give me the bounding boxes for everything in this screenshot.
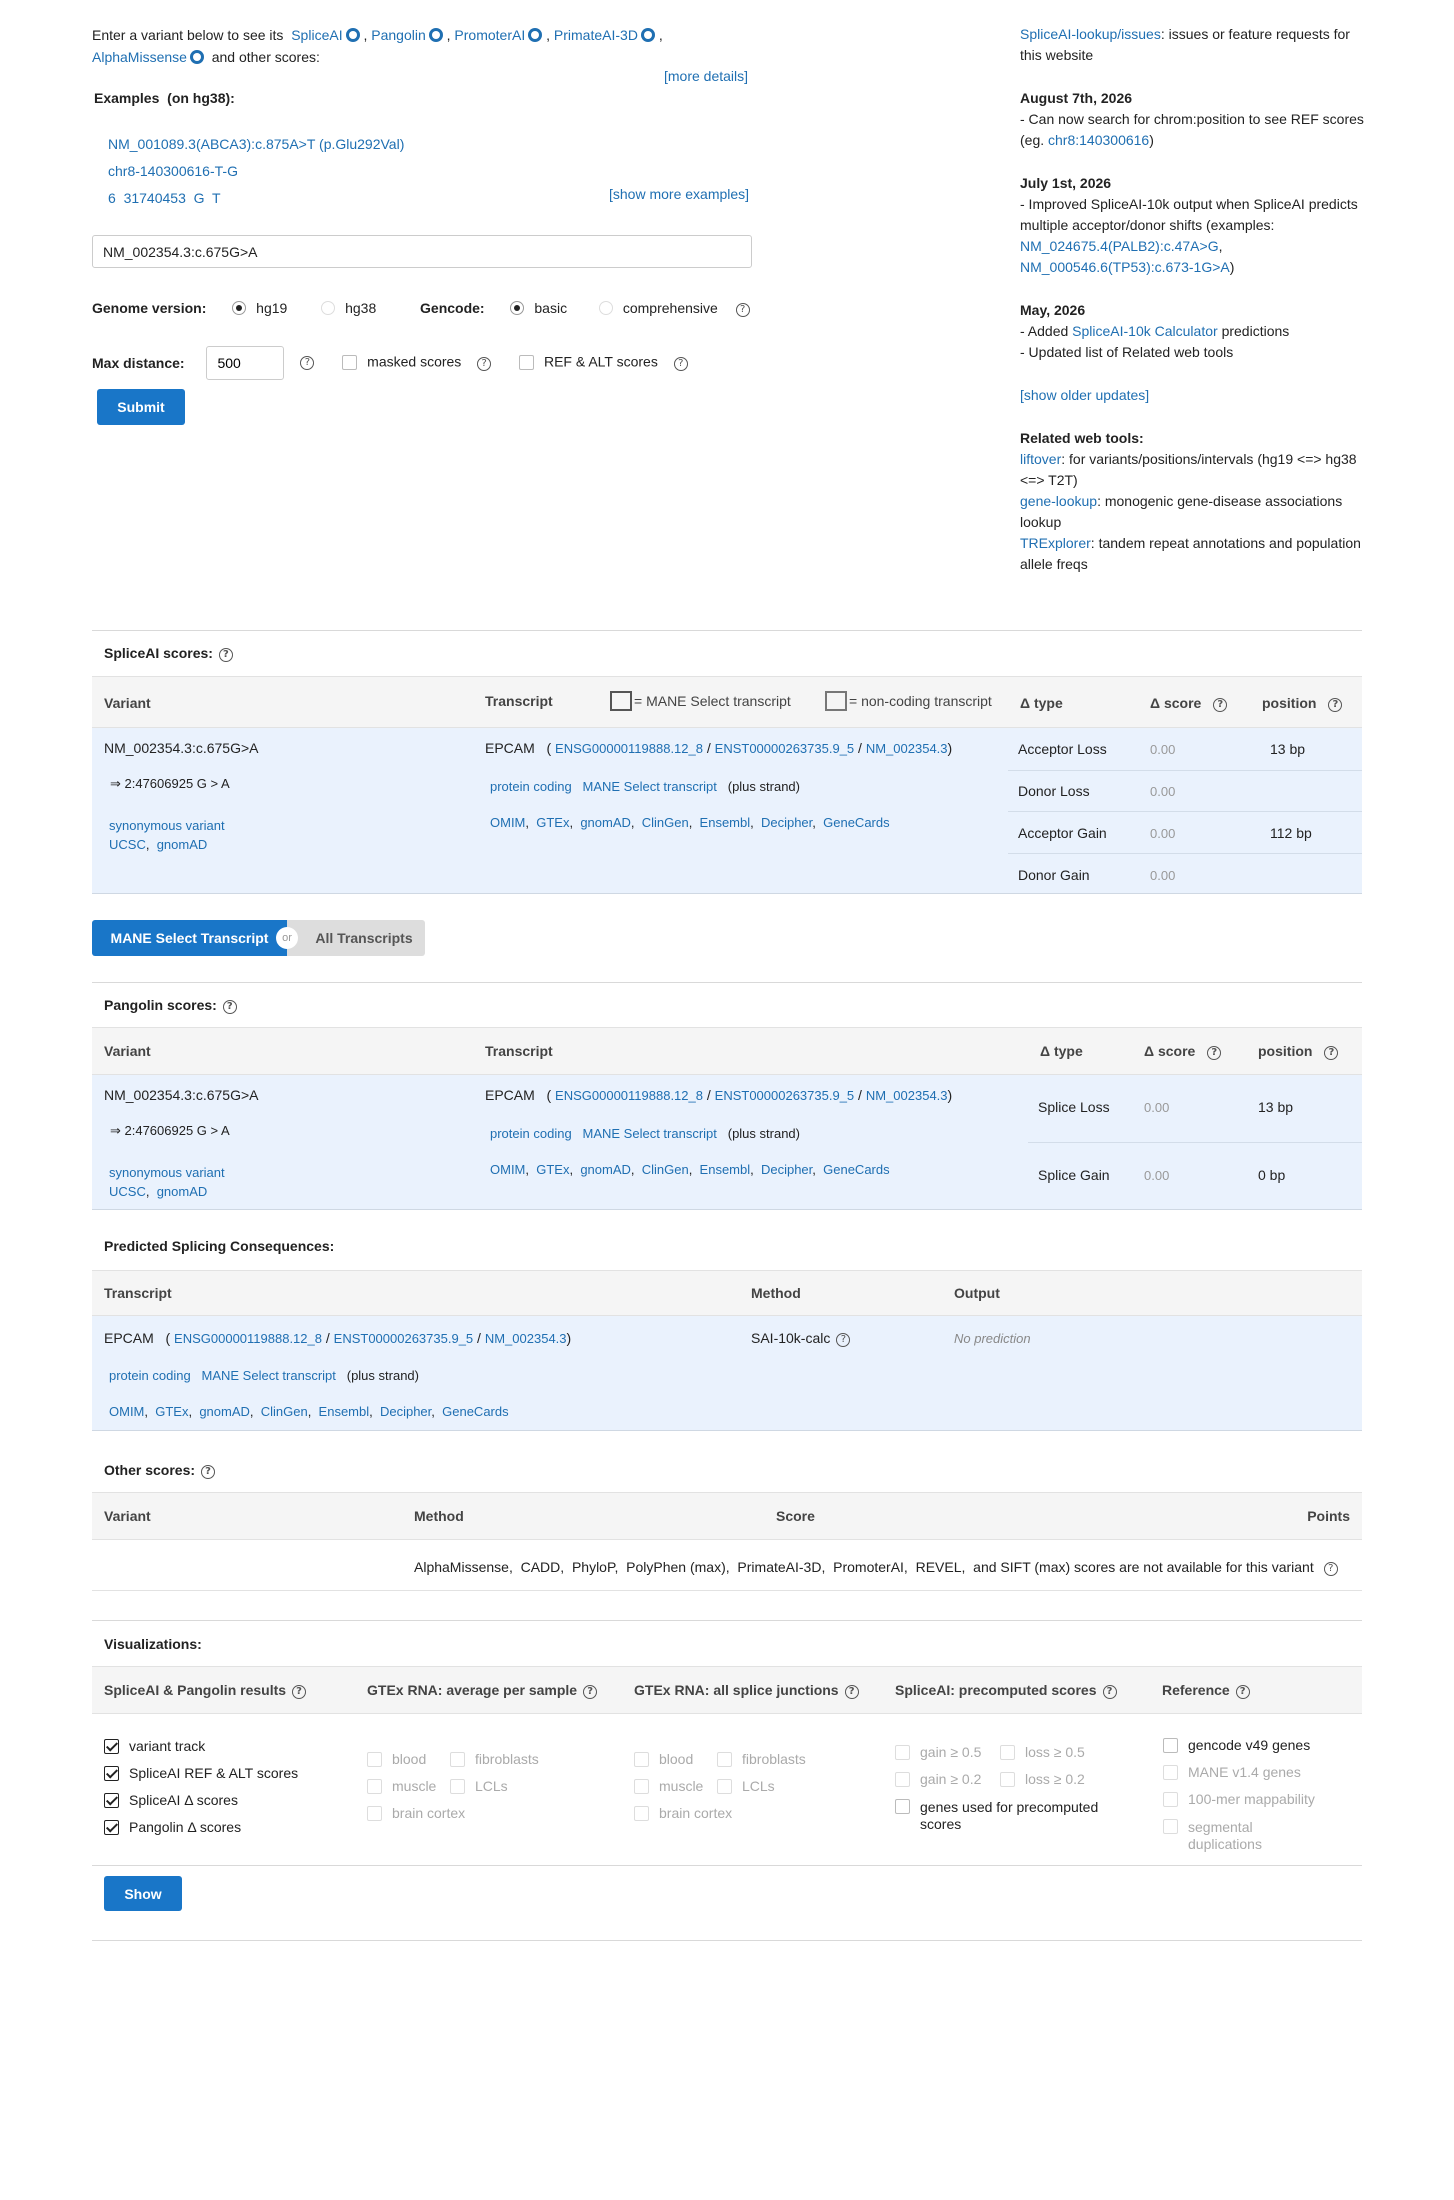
ucsc-link[interactable]: UCSC [109,1184,146,1199]
help-icon[interactable]: ? [836,1333,850,1347]
ensg-link[interactable]: ENSG00000119888.12_8 [555,1088,703,1103]
github-icon[interactable] [190,50,204,64]
examples-title: Examples (on hg38): [94,90,235,106]
biotype-tag[interactable]: protein coding [109,1368,191,1383]
other-scores-note: AlphaMissense, CADD, PhyloP, PolyPhen (max), PrimateAI-3D, PromoterAI, REVEL, and SIFT (max) scores are not available for this variant ? [414,1559,1338,1576]
col-gtex-avg: GTEx RNA: average per sample ? [367,1682,597,1699]
help-icon[interactable]: ? [1328,698,1342,712]
col-precomputed: SpliceAI: precomputed scores ? [895,1682,1117,1699]
score-row: Splice Gain 0.00 0 bp [1028,1142,1362,1210]
github-icon[interactable] [528,28,542,42]
col-delta-score: Δ score ? [1150,695,1227,712]
consequence-link[interactable]: synonymous variant [109,818,225,833]
genecards-link[interactable]: GeneCards [823,815,890,830]
clingen-link[interactable]: ClinGen [260,1404,308,1419]
show-more-examples-link[interactable]: [show more examples] [609,186,750,202]
other-scores-title: Other scores: ? [104,1462,215,1479]
nm-link[interactable]: NM_002354.3 [865,741,948,756]
brain-cortex-checkbox[interactable] [634,1806,649,1821]
help-icon[interactable]: ? [300,356,314,370]
gencode-genes-checkbox[interactable] [1163,1738,1178,1753]
pangolin-table-body [92,1075,1362,1210]
pangolin-delta-checkbox[interactable] [104,1820,119,1835]
example-link[interactable]: chr8-140300616-T-G [108,163,238,179]
hg38-radio[interactable] [321,301,335,315]
col-delta-score: Δ score ? [1144,1043,1221,1060]
gnomad-link[interactable]: gnomAD [580,815,631,830]
variant-name: NM_002354.3:c.675G>A [104,740,259,756]
spliceai-refalt-checkbox[interactable] [104,1766,119,1781]
muscle-checkbox[interactable] [367,1779,382,1794]
fibroblasts-checkbox[interactable] [717,1752,732,1767]
decipher-link[interactable]: Decipher [760,815,813,830]
lcls-checkbox[interactable] [717,1779,732,1794]
update-item: May, 2026 - Added SpliceAI-10k Calculator predictions - Updated list of Related web tools [1020,302,1290,360]
lcls-checkbox[interactable] [450,1779,465,1794]
gene-name: EPCAM [485,740,535,756]
gnomad-link[interactable]: gnomAD [199,1404,250,1419]
ensembl-link[interactable]: Ensembl [699,1162,751,1177]
brain-cortex-checkbox[interactable] [367,1806,382,1821]
gnomad-link[interactable]: gnomAD [156,837,208,852]
transcript-toggle [92,920,425,956]
score-row: Acceptor Loss 0.00 13 bp [1018,741,1306,757]
genecards-link[interactable]: GeneCards [442,1404,509,1419]
spliceai-delta-checkbox[interactable] [104,1793,119,1808]
gain-02-checkbox[interactable] [895,1772,910,1787]
show-button[interactable]: Show [104,1876,182,1911]
clingen-link[interactable]: ClinGen [641,815,689,830]
mane-tag[interactable]: MANE Select transcript [201,1368,336,1383]
divider [92,630,1362,631]
gtex-link[interactable]: GTEx [536,815,570,830]
update-link[interactable]: chr8:140300616 [1048,132,1150,148]
nm-link[interactable]: NM_002354.3 [484,1331,567,1346]
maxdist-options: Max distance: 500 ? masked scores ? REF & ALT scores ? [92,346,688,380]
score-row: Donor Gain 0.00 [1008,853,1362,894]
mane-box-icon [610,691,632,711]
examples-list [108,131,404,212]
col-method: Method [751,1285,801,1301]
transcript-tags: protein coding MANE Select transcript (plus strand) [490,779,800,794]
reference-options: gencode v49 genes MANE v1.4 genes 100-mer mappability segmental duplications [1163,1732,1363,1853]
biotype-tag[interactable]: protein coding [490,1126,572,1141]
gtex-link[interactable]: GTEx [155,1404,189,1419]
ensg-link[interactable]: ENSG00000119888.12_8 [555,741,703,756]
help-icon[interactable]: ? [583,1685,597,1699]
col-reference: Reference ? [1162,1682,1250,1699]
muscle-checkbox[interactable] [634,1779,649,1794]
issues-link[interactable]: SpliceAI-lookup/issues [1020,26,1161,42]
help-icon[interactable]: ? [1213,698,1227,712]
col-variant: Variant [104,1508,151,1524]
other-table-body [92,1540,1362,1591]
loss-02-checkbox[interactable] [1000,1772,1015,1787]
fibroblasts-checkbox[interactable] [450,1752,465,1767]
spliceai-table-body [92,728,1362,894]
genecards-link[interactable]: GeneCards [823,1162,890,1177]
gene-name: EPCAM [485,1087,535,1103]
variant-links: synonymous variant UCSC, gnomAD [109,818,225,852]
alphamissense-link[interactable]: AlphaMissense [92,49,187,65]
gain-05-checkbox[interactable] [895,1745,910,1760]
mane-tag[interactable]: MANE Select transcript [582,1126,717,1141]
db-links: OMIM, GTEx, gnomAD, ClinGen, Ensembl, Decipher, GeneCards [490,1162,890,1177]
ref-alt-scores-checkbox[interactable] [519,355,534,370]
omim-link[interactable]: OMIM [490,1162,526,1177]
help-icon[interactable]: ? [845,1685,859,1699]
blood-checkbox[interactable] [634,1752,649,1767]
toggle-or: or [276,927,298,949]
github-icon[interactable] [641,28,655,42]
gtex-junction-options: blood fibroblasts muscle LCLs brain cortex [634,1746,834,1827]
col-variant: Variant [104,695,151,711]
transcript-line: EPCAM ( ENSG00000119888.12_8 / ENST00000263735.9_5 / NM_002354.3) [485,1087,953,1103]
example-link[interactable]: 6 31740453 G T [108,190,221,206]
promoterai-link[interactable]: PromoterAI [454,27,526,43]
col-transcript: Transcript [104,1285,172,1301]
masked-scores-checkbox[interactable] [342,355,357,370]
col-position: position ? [1262,695,1342,712]
pangolin-link[interactable]: Pangolin [371,27,426,43]
example-link[interactable]: NM_001089.3(ABCA3):c.875A>T (p.Glu292Val) [108,136,405,152]
divider [92,1940,1362,1941]
loss-05-checkbox[interactable] [1000,1745,1015,1760]
consequence-link[interactable]: synonymous variant [109,1165,225,1180]
variant-coord: ⇒ 2:47606925 G > A [110,776,230,791]
omim-link[interactable]: OMIM [109,1404,145,1419]
col-output: Output [954,1285,1000,1301]
genome-options: Genome version: hg19 hg38 Gencode: basic comprehensive ? [92,300,750,317]
mane-genes-checkbox[interactable] [1163,1765,1178,1780]
enst-link[interactable]: ENST00000263735.9_5 [714,741,855,756]
variant-track-checkbox[interactable] [104,1739,119,1754]
liftover-link[interactable]: liftover [1020,451,1062,467]
variant-name: NM_002354.3:c.675G>A [104,1087,259,1103]
pangolin-scores-title: Pangolin scores: ? [104,997,237,1014]
score-row: Splice Loss 0.00 13 bp [1038,1099,1294,1115]
max-distance-input[interactable] [206,346,284,380]
update-item: August 7th, 2026 - Can now search for chrom:position to see REF scores (eg. chr8:140300616) [1020,90,1364,148]
ensembl-link[interactable]: Ensembl [318,1404,370,1419]
related-tools: Related web tools: liftover: for variants/positions/intervals (hg19 <=> hg38 <=> T2T) gene-lookup: monogenic gene-disease associations lookup TRExplorer: tandem repeat annotations and population allele freqs [1020,430,1361,572]
update-item: July 1st, 2026 - Improved SpliceAI-10k output when SpliceAI predicts multiple acceptor/donor shifts (examples: NM_024675.4(PALB2):c.47A>G, NM_000546.6(TP53):c.673-1G>A) [1020,175,1358,275]
col-results: SpliceAI & Pangolin results ? [104,1682,306,1699]
viz-results-options: variant track SpliceAI REF & ALT scores SpliceAI Δ scores Pangolin Δ scores [104,1733,298,1841]
score-row: Donor Loss 0.00 [1008,770,1362,811]
enst-link[interactable]: ENST00000263735.9_5 [333,1331,474,1346]
all-transcripts-toggle[interactable]: All Transcripts [287,920,425,956]
gencode-basic-radio[interactable] [510,301,524,315]
noncoding-box-icon [825,691,847,711]
primateai-link[interactable]: PrimateAI-3D [553,27,638,43]
score-row: Acceptor Gain 0.00 112 bp [1008,811,1362,853]
variant-search-input[interactable] [92,235,752,268]
psc-title: Predicted Splicing Consequences: [104,1238,335,1254]
col-delta-type: Δ type [1020,695,1063,711]
gnomad-link[interactable]: gnomAD [156,1184,208,1199]
help-icon[interactable]: ? [736,303,750,317]
col-transcript: Transcript [485,1043,553,1059]
gene-lookup-link[interactable]: gene-lookup [1020,493,1098,509]
help-icon[interactable]: ? [219,648,233,662]
help-icon[interactable]: ? [1236,1685,1250,1699]
issues: SpliceAI-lookup/issues: issues or feature requests for this website [1020,26,1350,63]
help-icon[interactable]: ? [477,357,491,371]
divider [92,1620,1362,1621]
ensembl-link[interactable]: Ensembl [699,815,751,830]
spliceai-scores-title: SpliceAI scores: ? [104,645,233,662]
transcript-line: EPCAM ( ENSG00000119888.12_8 / ENST00000263735.9_5 / NM_002354.3) [485,740,953,756]
col-position: position ? [1258,1043,1338,1060]
segdup-checkbox[interactable] [1163,1819,1178,1834]
ensg-link[interactable]: ENSG00000119888.12_8 [174,1331,322,1346]
method-cell: SAI-10k-calc ? [751,1330,850,1347]
help-icon[interactable]: ? [201,1465,215,1479]
clingen-link[interactable]: ClinGen [641,1162,689,1177]
psc-table-header [92,1270,1362,1316]
gencode-comprehensive-radio[interactable] [599,301,613,315]
github-icon[interactable] [346,28,360,42]
right-panel [1020,24,1370,575]
biotype-tag[interactable]: protein coding [490,779,572,794]
enst-link[interactable]: ENST00000263735.9_5 [714,1088,855,1103]
trexplorer-link[interactable]: TRExplorer [1020,535,1091,551]
blood-checkbox[interactable] [367,1752,382,1767]
mane-select-toggle[interactable]: MANE Select Transcript [92,920,287,956]
precomputed-options: gain ≥ 0.5 loss ≥ 0.5 gain ≥ 0.2 loss ≥ 0.2 genes used for precomputed scores [895,1739,1125,1833]
transcript-tags: protein coding MANE Select transcript (plus strand) [490,1126,800,1141]
transcript-line: EPCAM ( ENSG00000119888.12_8 / ENST00000263735.9_5 / NM_002354.3) [104,1330,572,1346]
visualizations-title: Visualizations: [104,1636,202,1652]
other-table-header [92,1492,1362,1540]
update-link[interactable]: NM_024675.4(PALB2):c.47A>G [1020,238,1219,254]
noncoding-legend: = non-coding transcript [825,691,992,711]
hg19-radio[interactable] [232,301,246,315]
col-gtex-junctions: GTEx RNA: all splice junctions ? [634,1682,859,1699]
gnomad-link[interactable]: gnomAD [580,1162,631,1177]
show-older-updates-link[interactable]: [show older updates] [1020,387,1150,403]
variant-coord: ⇒ 2:47606925 G > A [110,1123,230,1138]
viz-header [92,1666,1362,1714]
col-points: Points [1307,1508,1350,1524]
pangolin-table-header [92,1027,1362,1075]
col-transcript: Transcript [485,693,553,709]
output-cell: No prediction [954,1331,1031,1346]
github-icon[interactable] [429,28,443,42]
update-link[interactable]: SpliceAI-10k Calculator [1072,323,1218,339]
col-delta-type: Δ type [1040,1043,1083,1059]
psc-table-body [92,1316,1362,1431]
col-score: Score [776,1508,815,1524]
help-icon[interactable]: ? [223,1000,237,1014]
mane-tag[interactable]: MANE Select transcript [582,779,717,794]
mane-legend: = MANE Select transcript [610,691,791,711]
nm-link[interactable]: NM_002354.3 [865,1088,948,1103]
help-icon[interactable]: ? [1324,1046,1338,1060]
spliceai-table-header [92,676,1362,728]
intro: Enter a variant below to see its SpliceAI , Pangolin , PromoterAI , PrimateAI-3D , AlphaMissense and other scores: [92,27,663,65]
update-link[interactable]: NM_000546.6(TP53):c.673-1G>A [1020,259,1230,275]
omim-link[interactable]: OMIM [490,815,526,830]
divider [92,982,1362,983]
help-icon[interactable]: ? [1324,1562,1338,1576]
ucsc-link[interactable]: UCSC [109,837,146,852]
col-method: Method [414,1508,464,1524]
more-details-link[interactable]: [more details] [664,68,749,84]
decipher-link[interactable]: Decipher [379,1404,432,1419]
spliceai-link[interactable]: SpliceAI [291,27,343,43]
help-icon[interactable]: ? [1207,1046,1221,1060]
db-links: OMIM, GTEx, gnomAD, ClinGen, Ensembl, Decipher, GeneCards [490,815,890,830]
mappability-checkbox[interactable] [1163,1792,1178,1807]
col-variant: Variant [104,1043,151,1059]
divider [92,1865,1362,1866]
db-links: OMIM, GTEx, gnomAD, ClinGen, Ensembl, Decipher, GeneCards [109,1404,509,1419]
help-icon[interactable]: ? [292,1685,306,1699]
gtex-link[interactable]: GTEx [536,1162,570,1177]
gene-name: EPCAM [104,1330,154,1346]
gtex-avg-options: blood fibroblasts muscle LCLs brain cortex [367,1746,567,1827]
submit-button[interactable]: Submit [97,389,185,425]
help-icon[interactable]: ? [674,357,688,371]
help-icon[interactable]: ? [1103,1685,1117,1699]
decipher-link[interactable]: Decipher [760,1162,813,1177]
genes-precomputed-checkbox[interactable] [895,1799,910,1814]
transcript-tags: protein coding MANE Select transcript (plus strand) [109,1368,419,1383]
variant-links: synonymous variant UCSC, gnomAD [109,1165,225,1199]
